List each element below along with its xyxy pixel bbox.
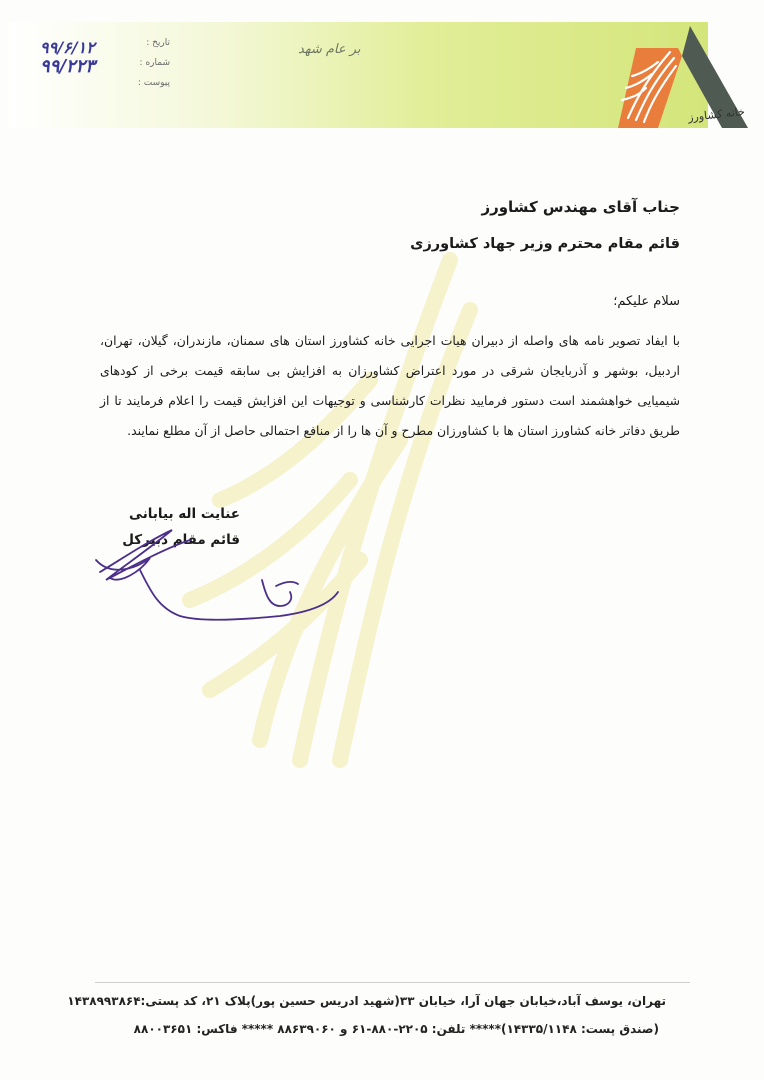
handwritten-note: بر عام شهد — [298, 42, 361, 57]
number-value: ۹۹/۲۲۳ — [40, 56, 95, 77]
logo-wordmark: خانه کشاورز — [687, 105, 746, 124]
handwritten-signature — [80, 500, 340, 630]
signatory-title: قائم مقام دبیرکل — [122, 532, 240, 548]
date-label: تاریخ : — [146, 38, 170, 48]
recipient-title: قائم مقام محترم وزیر جهاد کشاورزی — [410, 236, 680, 252]
footer-divider — [95, 982, 690, 983]
attachment-row — [40, 78, 170, 98]
signatory-name: عنایت اله بیابانی — [129, 506, 240, 522]
number-label: شماره : — [139, 58, 170, 68]
date-row — [40, 38, 170, 58]
number-row — [40, 58, 170, 78]
footer-address: تهران، یوسف آباد،خیابان جهان آرا، خیابان ۳۳(شهید ادریس حسین پور)پلاک ۲۱، کد پستی:۱۴۳۸۹۹۳۸۶۴ — [67, 994, 666, 1008]
recipient-name: جناب آقای مهندس کشاورز — [481, 198, 680, 216]
greeting: سلام علیکم؛ — [613, 294, 680, 309]
letter-paragraph: با ایفاد تصویر نامه های واصله از دبیران هیات اجرایی خانه کشاورز استان های سمنان، مازندران، گیلان، تهران، اردبیل، بوشهر و آذربایجان شرقی در مورد اعتراض کشاورزان به افزایش بی سابقه قیمت برخی از کودهای شیمیایی خواهشمند است دستور فرمایید نظرات کارشناسی و توجیهات این افزایش قیمت را اعلام فرمایند تا از طریق دفاتر خانه کشاورز استان ها با کشاورزان مطرح و آن ها را از منافع احتمالی حاصل از آن مطلع نمایند. — [100, 333, 680, 438]
footer-contact: (صندق پست: ۱۴۳۳۵/۱۱۴۸)***** تلفن: ۲۲۰۵-۸۸۰-۶۱ و ۸۸۶۳۹۰۶۰ ***** فاکس: ۸۸۰۰۳۶۵۱ — [133, 1022, 659, 1036]
attachment-label: پیوست : — [137, 78, 170, 88]
date-value: ۹۹/۶/۱۲ — [40, 38, 95, 57]
